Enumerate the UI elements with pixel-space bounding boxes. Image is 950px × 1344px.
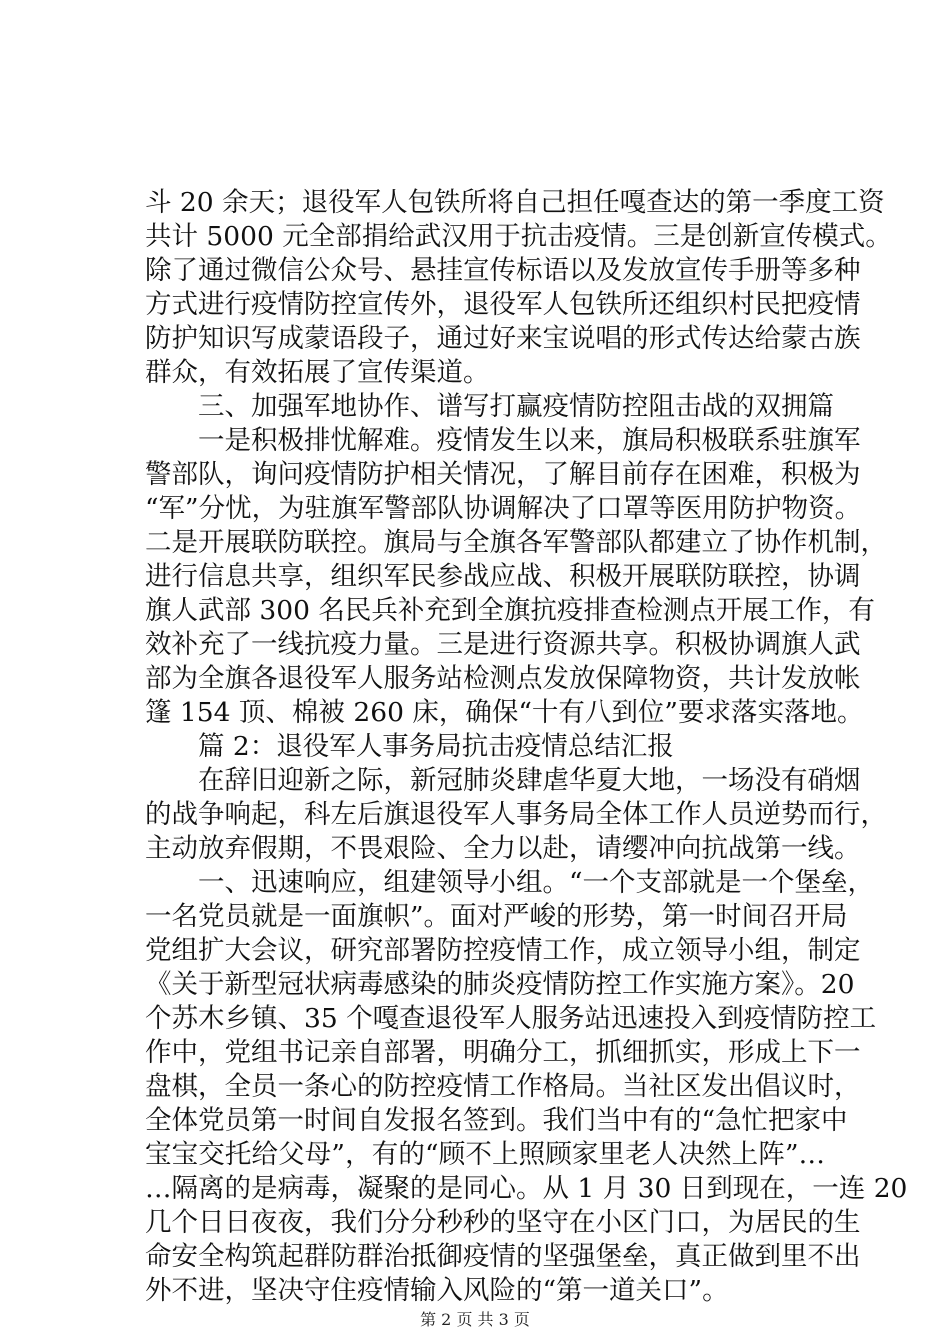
section-heading: 三、加强军地协作、谱写打赢疫情防控阻击战的双拥篇: [198, 391, 834, 422]
text-line: …隔离的是病毒，凝聚的是同心。从 1 月 30 日到现在，一连 20: [145, 1173, 908, 1204]
text-line: 效补充了一线抗疫力量。三是进行资源共享。积极协调旗人武: [145, 629, 861, 660]
text-line: 党组扩大会议，研究部署防控疫情工作，成立领导小组，制定: [145, 935, 861, 966]
page-footer: 第 2 页 共 3 页: [420, 1310, 530, 1329]
text-line: 方式进行疫情防控宣传外，退役军人包铁所还组织村民把疫情: [145, 289, 861, 320]
text-line: 防护知识写成蒙语段子，通过好来宝说唱的形式传达给蒙古族: [145, 323, 861, 354]
text-line: 部为全旗各退役军人服务站检测点发放保障物资，共计发放帐: [145, 663, 861, 694]
text-line: 共计 5000 元全部捐给武汉用于抗击疫情。三是创新宣传模式。: [145, 221, 892, 252]
text-line: 在辞旧迎新之际，新冠肺炎肆虐华夏大地，一场没有硝烟: [198, 765, 861, 796]
text-line: 除了通过微信公众号、悬挂宣传标语以及发放宣传手册等多种: [145, 255, 861, 286]
text-line: 一是积极排忧解难。疫情发生以来，旗局积极联系驻旗军: [198, 425, 861, 456]
text-line: 命安全构筑起群防群治抵御疫情的坚强堡垒，真正做到里不出: [145, 1241, 861, 1272]
text-line: 二是开展联防联控。旗局与全旗各军警部队都建立了协作机制，: [145, 527, 887, 558]
article-heading: 篇 2：退役军人事务局抗击疫情总结汇报: [198, 731, 674, 762]
text-line: 宝宝交托给父母”，有的“顾不上照顾家里老人决然上阵”…: [145, 1139, 825, 1170]
text-line: 盘棋，全员一条心的防控疫情工作格局。当社区发出倡议时，: [145, 1071, 861, 1102]
text-line: 警部队，询问疫情防护相关情况，了解目前存在困难，积极为: [145, 459, 861, 490]
text-line: 群众，有效拓展了宣传渠道。: [145, 357, 490, 388]
text-line: 个苏木乡镇、35 个嘎查退役军人服务站迅速投入到疫情防控工: [145, 1003, 877, 1034]
text-line: 外不进，坚决守住疫情输入风险的“第一道关口”。: [145, 1275, 729, 1306]
text-line: “军”分忧，为驻旗军警部队协调解决了口罩等医用防护物资。: [145, 493, 862, 524]
text-line: 主动放弃假期，不畏艰险、全力以赴，请缨冲向抗战第一线。: [145, 833, 861, 864]
text-line: 进行信息共享，组织军民参战应战、积极开展联防联控，协调: [145, 561, 861, 592]
text-line: 篷 154 顶、棉被 260 床，确保“十有八到位”要求落实落地。: [145, 697, 864, 728]
text-line: 的战争响起，科左后旗退役军人事务局全体工作人员逆势而行，: [145, 799, 887, 830]
text-line: 旗人武部 300 名民兵补充到全旗抗疫排查检测点开展工作，有: [145, 595, 875, 626]
text-line: 作中，党组书记亲自部署，明确分工，抓细抓实，形成上下一: [145, 1037, 861, 1068]
text-line: 几个日日夜夜，我们分分秒秒的坚守在小区门口，为居民的生: [145, 1207, 861, 1238]
text-line: 全体党员第一时间自发报名签到。我们当中有的“急忙把家中: [145, 1105, 848, 1136]
text-line: 斗 20 余天；退役军人包铁所将自己担任嘎查达的第一季度工资: [145, 187, 885, 218]
text-line: 一名党员就是一面旗帜”。面对严峻的形势，第一时间召开局: [145, 901, 848, 932]
text-line: 《关于新型冠状病毒感染的肺炎疫情防控工作实施方案》。20: [145, 969, 855, 1000]
text-line: 一、迅速响应，组建领导小组。“一个支部就是一个堡垒，: [198, 867, 875, 898]
